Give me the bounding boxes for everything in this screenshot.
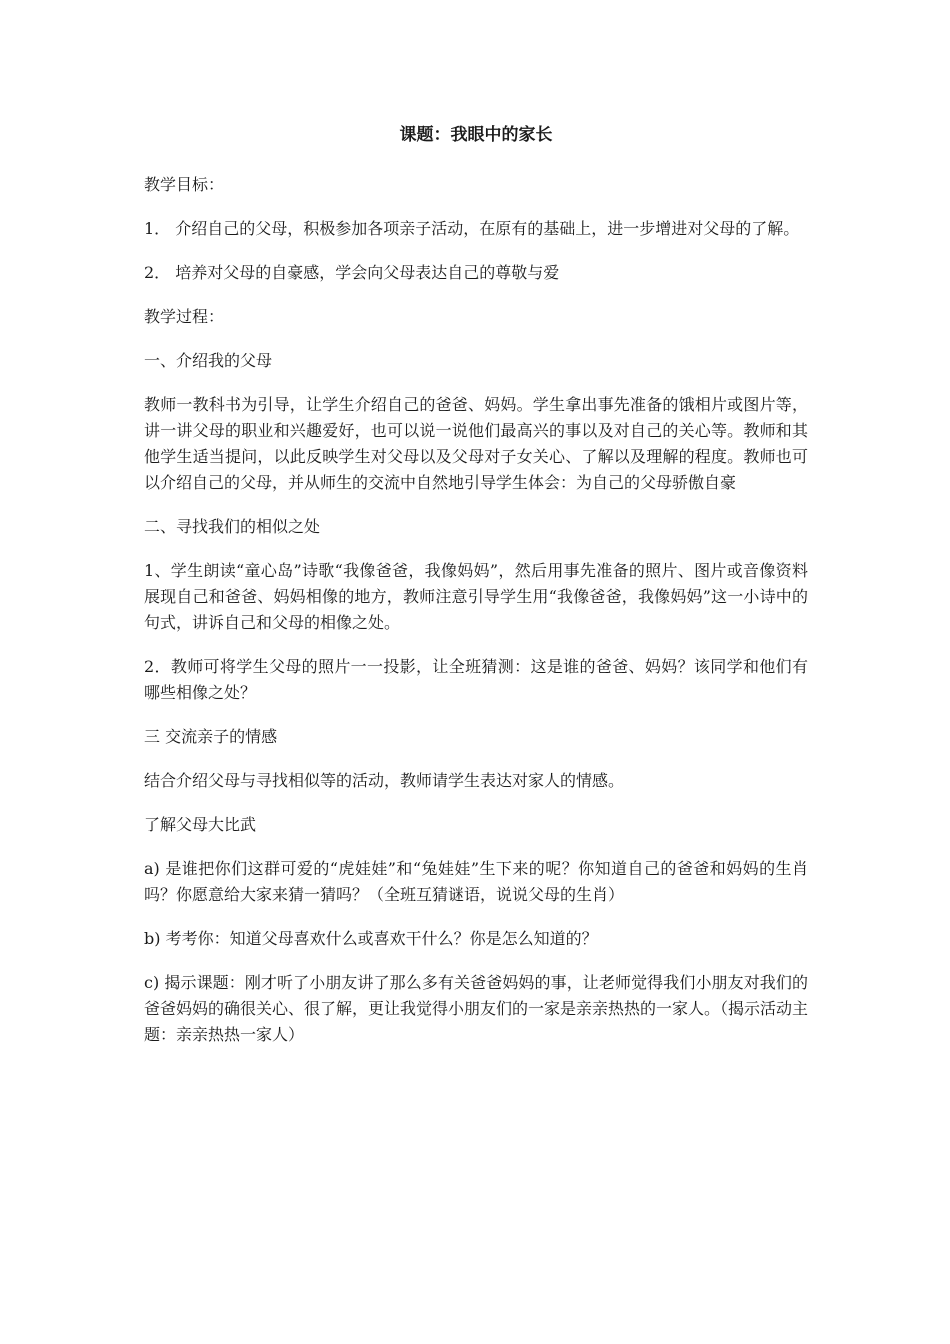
section-heading-1: 一、介绍我的父母 bbox=[144, 351, 273, 370]
heading-teaching-process: 教学过程： bbox=[144, 307, 225, 326]
section-heading-2: 二、寻找我们的相似之处 bbox=[144, 517, 321, 536]
section-heading-3: 三 交流亲子的情感 bbox=[144, 727, 278, 746]
list-item-c: c) 揭示课题：刚才听了小朋友讲了那么多有关爸爸妈妈的事，让老师觉得我们小朋友对我们的爸爸妈妈的确很关心、很了解，更让我觉得小朋友们的一家是亲亲热热的一家人。（揭示活动主题：亲亲热热一家人） bbox=[144, 973, 809, 1044]
list-item-a: a) 是谁把你们这群可爱的“虎娃娃”和“兔娃娃”生下来的呢？你知道自己的爸爸和妈妈的生肖吗？你愿意给大家来猜一猜吗？（全班互猜谜语，说说父母的生肖） bbox=[144, 859, 808, 904]
goal-item-1: 1． 介绍自己的父母，积极参加各项亲子活动，在原有的基础上，进一步增进对父母的了解。 bbox=[144, 219, 800, 238]
section-1-body: 教师一教科书为引导，让学生介绍自己的爸爸、妈妈。学生拿出事先准备的饿相片或图片等，讲一讲父母的职业和兴趣爱好，也可以说一说他们最高兴的事以及对自己的关心等。教师和其他学生适当提问，以此反映学生对父母以及父母对子女关心、了解以及理解的程度。教师也可以介绍自己的父母，并从师生的交流中自然地引导学生体会：为自己的父母骄傲自豪 bbox=[144, 395, 808, 492]
heading-teaching-goals: 教学目标： bbox=[144, 175, 225, 194]
subsection-heading: 了解父母大比武 bbox=[144, 815, 257, 834]
document-title: 课题：我眼中的家长 bbox=[399, 125, 553, 145]
section-3-intro: 结合介绍父母与寻找相似等的活动，教师请学生表达对家人的情感。 bbox=[144, 771, 625, 790]
goal-item-2: 2． 培养对父母的自豪感，学会向父母表达自己的尊敬与爱 bbox=[144, 263, 560, 282]
list-item-b: b) 考考你：知道父母喜欢什么或喜欢干什么？你是怎么知道的？ bbox=[144, 929, 598, 948]
document-body bbox=[144, 120, 808, 1066]
section-2-item-2: 2．教师可将学生父母的照片一一投影，让全班猜测：这是谁的爸爸、妈妈？该同学和他们有哪些相像之处？ bbox=[144, 657, 808, 702]
section-2-item-1: 1、学生朗读“童心岛”诗歌“我像爸爸，我像妈妈”，然后用事先准备的照片、图片或音像资料展现自己和爸爸、妈妈相像的地方，教师注意引导学生用“我像爸爸，我像妈妈”这一小诗中的句式，讲诉自己和父母的相像之处。 bbox=[144, 561, 808, 632]
